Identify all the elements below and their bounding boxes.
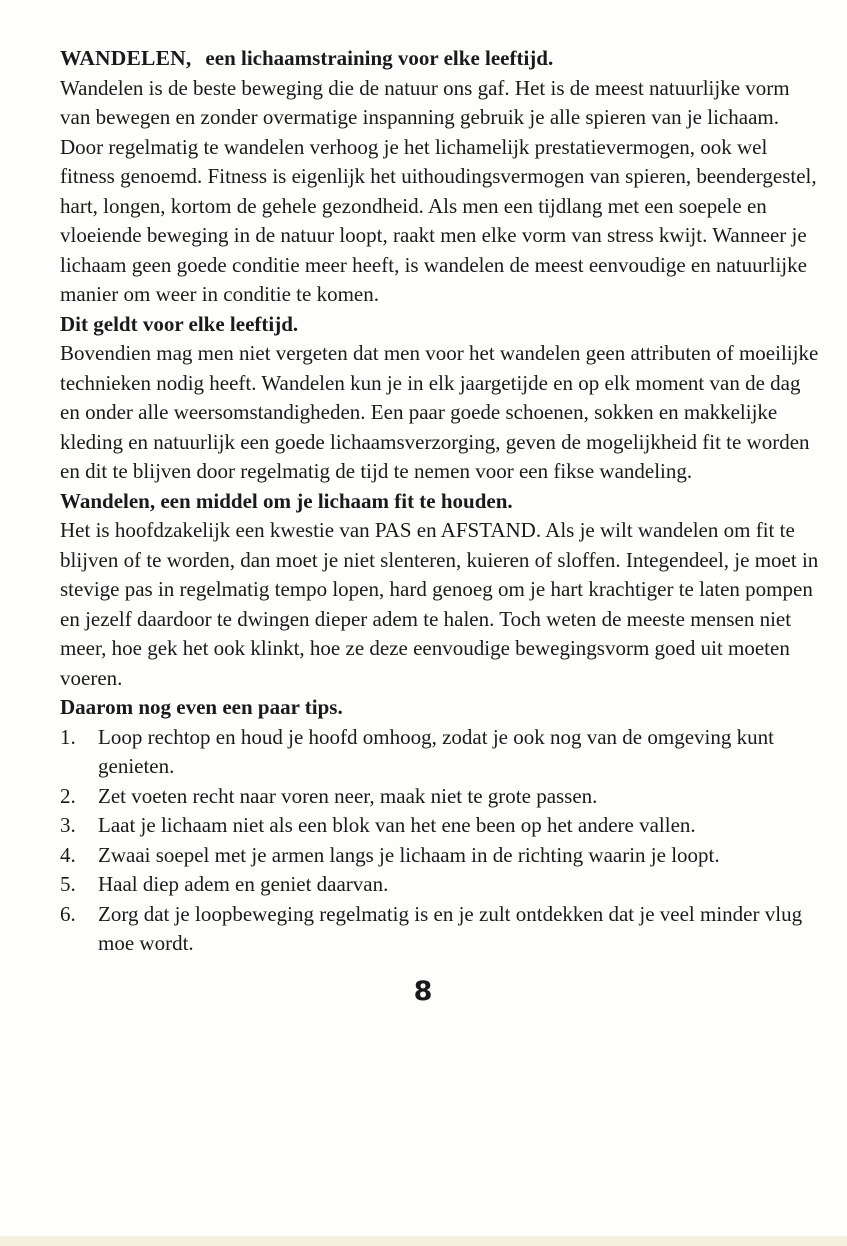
page-number: 8 [413,976,434,1007]
section-heading-tips: Daarom nog even een paar tips. [60,695,343,719]
page-content [60,44,820,959]
tip-text: Haal diep adem en geniet daarvan. [98,872,389,896]
list-item [60,841,820,871]
tip-number: 1. [60,724,76,749]
list-item [60,870,820,900]
tip-text: Loop rechtop en houd je hoofd omhoog, zodat je ook nog van de omgeving kunt genieten. [98,724,774,778]
tip-number: 5. [60,872,76,896]
tip-text: Zet voeten recht naar voren neer, maak niet te grote passen. [98,783,598,808]
section-heading-fit: Wandelen, een middel om je lichaam fit te houden. [60,488,513,513]
section-heading-age: Dit geldt voor elke leeftijd. [60,311,299,336]
page-bottom-edge [0,1236,847,1246]
title-line [60,44,820,74]
paragraph-intro: Wandelen is de beste beweging die de natuur ons gaf. Het is de meest natuurlijke vorm van bewegen en zonder overmatige inspanning gebruik je alle spieren van je lichaam. Door regelmatig te wandelen verhoog je het lichamelijk prestatievermogen, ook wel fitness genoemd. Fitness is eigenlijk het uithoudingsvermogen van spieren, beendergestel, hart, longen, kortom de gehele gezondheid. Als men een tijdlang met een soepele en vloeiende beweging in de natuur loopt, raakt men elke vorm van stress kwijt. Wanneer je lichaam geen goede conditie meer heeft, is wandelen de meest eenvoudige en natuurlijke manier om weer in conditie te komen. [60,75,817,306]
list-item [60,900,820,959]
tips-list [60,723,820,959]
list-item [60,782,820,812]
paragraph-pace-distance: Het is hoofdzakelijk een kwestie van PAS en AFSTAND. Als je wilt wandelen om fit te blijven of te worden, dan moet je niet slenteren, kuieren of sloffen. Integendeel, je moet in stevige pas in regelmatig tempo lopen, hard genoeg om je hart krachtiger te laten pompen en jezelf daardoor te dwingen dieper adem te halen. Toch weten de meeste mensen niet meer, hoe gek het ook klinkt, hoe ze deze eenvoudige bewegingsvorm goed uit moeten voeren. [60,518,819,690]
tip-text: Zorg dat je loopbeweging regelmatig is en je zult ontdekken dat je veel minder vlug moe wordt. [98,901,803,955]
list-item [60,811,820,841]
tip-number: 3. [60,813,76,837]
tip-number: 6. [60,901,76,926]
tip-number: 2. [60,783,76,808]
tip-text: Laat je lichaam niet als een blok van het ene been op het andere vallen. [98,813,696,837]
list-item [60,723,820,782]
page-title: WANDELEN, [60,46,192,70]
tip-text: Zwaai soepel met je armen langs je lichaam in de richting waarin je loopt. [98,842,720,867]
paragraph-no-equipment: Bovendien mag men niet vergeten dat men voor het wandelen geen attributen of moeilijke technieken nodig heeft. Wandelen kun je in elk jaargetijde en op elk moment van de dag en onder alle weersomstandigheden. Een paar goede schoenen, sokken en makkelijke kleding en natuurlijk een goede lichaamsverzorging, geven de mogelijkheid fit te worden en dit te blijven door regelmatig de tijd te nemen voor een fikse wandeling. [60,341,819,483]
page-subtitle: een lichaamstraining voor elke leeftijd. [205,46,554,70]
tip-number: 4. [60,842,76,867]
